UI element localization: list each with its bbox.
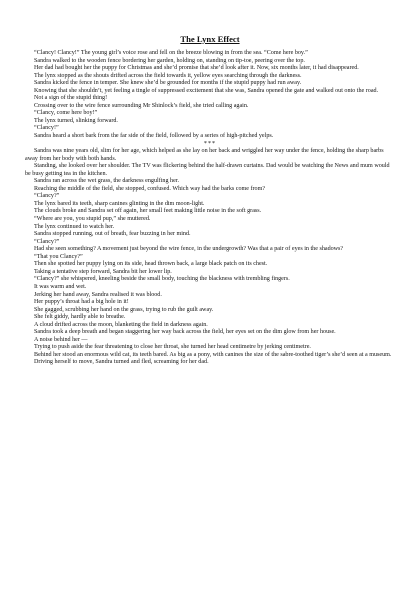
paragraph: Driving herself to move, Sandra turned and fled, screaming for her dad.: [34, 359, 209, 366]
paragraph: Sandra walked to the wooden fence bordering her garden, holding on, standing on tip-toe, peering over the top.: [34, 57, 305, 64]
paragraph: Standing, she looked over her shoulder. The TV was flickering behind the half-drawn curtains. Dad would be watching the News and mum would be busy getting tea in the kitchen.: [25, 163, 390, 177]
section-separator: ***: [203, 140, 217, 147]
paragraph: “Clancy?”: [34, 193, 60, 200]
paragraph: The clouds broke and Sandra set off again, her small feet making little noise in the soft grass.: [34, 208, 262, 215]
paragraph: “That you Clancy?”: [34, 253, 83, 260]
paragraph: “Clancy!”: [34, 125, 59, 132]
paragraph: It was warm and wet.: [34, 283, 87, 290]
document-body: [25, 50, 395, 367]
paragraph: Jerking her hand away, Sandra realised it was blood.: [34, 291, 162, 298]
paragraph: Sandra took a deep breath and began staggering her way back across the field, her eyes set on the dim glow from her house.: [34, 329, 336, 336]
paragraph: Sandra was nine years old, slim for her age, which helped as she lay on her back and wriggled her way under the fence, holding the sharp barbs away from her body with both hands.: [25, 148, 384, 162]
paragraph: Sandra heard a short bark from the far side of the field, followed by a series of high-pitched yelps.: [34, 133, 274, 140]
paragraph: Not a sign of the stupid thing!: [34, 95, 108, 102]
paragraph: The lynx bared its teeth, sharp canines glinting in the dim moon-light.: [34, 200, 205, 207]
paragraph: “Clancy?” she whispered, kneeling beside the small body, touching the blackness with trembling fingers.: [34, 276, 290, 283]
paragraph: Sandra stopped running, out of breath, fear buzzing in her mind.: [34, 231, 191, 238]
paragraph: Knowing that she shouldn’t, yet feeling a tingle of suppressed excitement that she was, Sandra opened the gate and walked out onto the road.: [34, 87, 379, 94]
paragraph: Sandra ran across the wet grass, the darkness engulfing her.: [34, 178, 180, 185]
paragraph: “Clancy, come here boy!”: [34, 110, 98, 117]
paragraph: Sandra kicked the fence in temper. She knew she’d be grounded for months if the stupid puppy had run away.: [34, 80, 302, 87]
paragraph: Trying to push aside the fear threatening to close her throat, she turned her head centimetre by jerking centimetre.: [34, 344, 311, 351]
paragraph: A cloud drifted across the moon, blanketing the field in darkness again.: [34, 321, 208, 328]
paragraph: The lynx stopped as the shouts drifted across the field towards it, yellow eyes searching through the darkness.: [34, 72, 302, 79]
paragraph: The lynx continued to watch her.: [34, 223, 115, 230]
paragraph: “Clancy?”: [34, 238, 60, 245]
paragraph: Had she seen something? A movement just beyond the wire fence, in the undergrowth? Was that a pair of eyes in the shadows?: [34, 246, 344, 253]
paragraph: Reaching the middle of the field, she stopped, confused. Which way had the barks come from?: [34, 185, 266, 192]
document-title: The Lynx Effect: [180, 34, 240, 44]
paragraph: Her dad had bought her the puppy for Christmas and she’d promise that she’d look after it. Now, six months later, it had disappeared.: [34, 65, 359, 72]
paragraph: Then she spotted her puppy lying on its side, head thrown back, a large black patch on its chest.: [34, 261, 268, 268]
paragraph: A noise behind her —: [34, 336, 88, 343]
paragraph: Crossing over to the wire fence surrounding Mr Shinlock’s field, she tried calling again.: [34, 102, 249, 109]
paragraph: “Where are you, you stupid pup,” she muttered.: [34, 216, 151, 223]
paragraph: The lynx turned, slinking forward.: [34, 117, 118, 124]
paragraph: Taking a tentative step forward, Sandra bit her lower lip.: [34, 268, 172, 275]
paragraph: She felt giddy, hardly able to breathe.: [34, 314, 126, 321]
paragraph: Behind her stood an enormous wild cat, its teeth bared. As big as a pony, with canines the size of the sabre-toothed tiger’s she’d seen at a museum.: [34, 351, 392, 358]
paragraph: Her puppy’s throat had a big hole in it!: [34, 299, 129, 306]
paragraph: She gagged, scrubbing her hand on the grass, trying to rub the guilt away.: [34, 306, 214, 313]
paragraph: “Clancy! Clancy!” The young girl’s voice rose and fell on the breeze blowing in from the sea. “Come here boy.”: [34, 50, 308, 56]
